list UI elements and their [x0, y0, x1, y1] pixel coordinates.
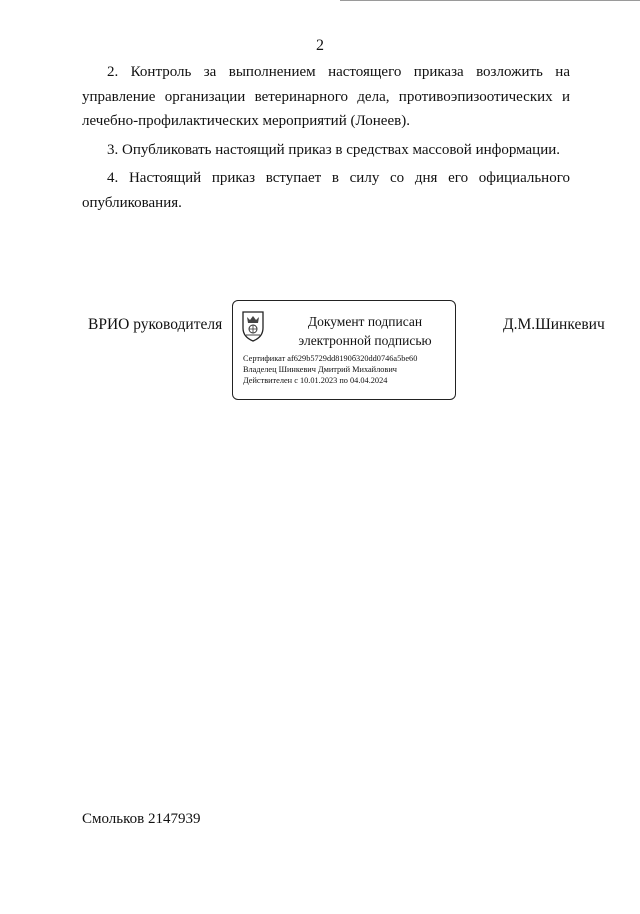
stamp-title: [275, 312, 455, 350]
signer-name: Д.М.Шинкевич: [503, 316, 605, 333]
coat-of-arms-icon: [241, 310, 265, 342]
page-number: 2: [316, 37, 324, 54]
stamp-validity: Действителен с 10.01.2023 по 04.04.2024: [243, 376, 388, 385]
stamp-owner: Владелец Шинкевич Дмитрий Михайлович: [243, 365, 397, 374]
stamp-title-line-1: Документ подписан: [307, 314, 423, 329]
stamp-details: [243, 353, 453, 386]
paragraph-4: 4. Настоящий приказ вступает в силу со дня его официального опубликования.: [82, 170, 570, 211]
stamp-certificate: Сертификат af629b5729dd8190б320dd0746a5be60: [243, 354, 418, 363]
paragraph-3: 3. Опубликовать настоящий приказ в средствах массовой информации.: [107, 141, 561, 158]
executor-code: Смольков 2147939: [82, 811, 201, 827]
order-body: [82, 60, 570, 215]
electronic-signature-stamp: [232, 300, 456, 400]
paragraph-2: 2. Контроль за выполнением настоящего приказа возложить на управление организации ветеринарного дела, противоэпизоотических и лечебно-профилактических мероприятий (Лонеев).: [82, 64, 570, 129]
stamp-title-line-2: электронной подписью: [298, 333, 432, 348]
scan-edge-line: [340, 0, 640, 1]
signer-position: ВРИО руководителя: [88, 316, 223, 333]
